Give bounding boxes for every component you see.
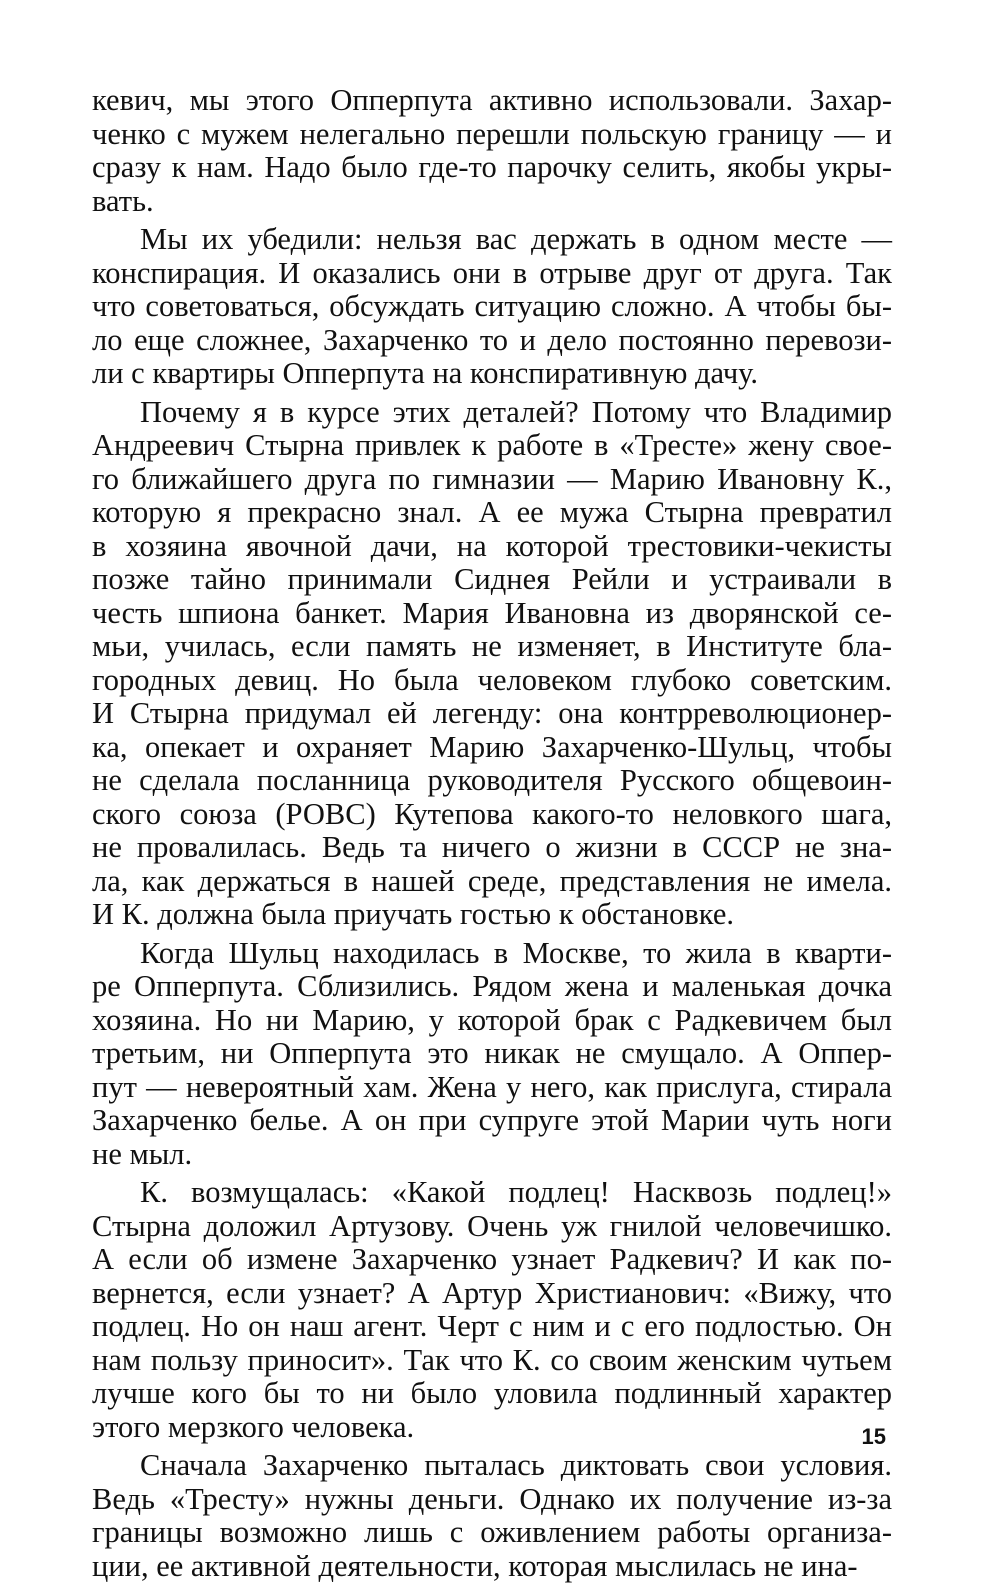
- text-line: Ведь «Тресту» нужны деньги. Однако их получение из-за: [92, 1481, 892, 1516]
- text-line: ли с квартиры Опперпута на конспиративную дачу.: [92, 356, 758, 390]
- text-line: конспирация. И оказались они в отрыве друг от друга. Так: [92, 255, 892, 290]
- text-line: границы возможно лишь с оживлением работы организа-: [92, 1515, 892, 1549]
- text-line: ла, как держаться в нашей среде, представления не имела.: [92, 863, 892, 898]
- text-line: Захарченко белье. А он при супруге этой Марии чуть ноги: [92, 1103, 892, 1137]
- text-line: нам пользу приносит». Так что К. со своим женским чутьем: [92, 1342, 892, 1377]
- text-line: Мы их убедили: нельзя вас держать в одном месте —: [140, 222, 892, 256]
- text-line: Стырна доложил Артузову. Очень уж гнилой человечишко.: [92, 1208, 892, 1243]
- text-line: К. возмущалась: «Какой подлец! Насквозь подлец!»: [140, 1175, 892, 1209]
- text-line: И Стырна придумал ей легенду: она контрреволюционер-: [92, 696, 892, 730]
- paragraph: [92, 1449, 892, 1583]
- text-line: лучше кого бы то ни было уловила подлинный характер: [92, 1376, 892, 1410]
- text-line: И К. должна была приучать гостью к обстановке.: [92, 897, 735, 931]
- text-line: вернется, если узнает? А Артур Христианович: «Вижу, что: [92, 1275, 892, 1310]
- page-number: 15: [861, 1424, 886, 1449]
- text-line: не мыл.: [92, 1136, 193, 1171]
- text-line: вать.: [92, 183, 154, 218]
- paragraph: [92, 937, 892, 1172]
- text-line: Почему я в курсе этих деталей? Потому что Владимир: [140, 394, 892, 429]
- text-line: подлец. Но он наш агент. Черт с ним и с его подлостью. Он: [92, 1309, 892, 1343]
- text-line: что советоваться, обсуждать ситуацию сложно. А чтобы бы-: [92, 289, 892, 323]
- text-line: честь шпиона банкет. Мария Ивановна из дворянской се-: [92, 595, 892, 630]
- text-line: не провалилась. Ведь та ничего о жизни в СССР не зна-: [92, 830, 892, 864]
- text-line: этого мерзкого человека.: [92, 1409, 415, 1444]
- text-line: Когда Шульц находилась в Москве, то жила в кварти-: [140, 935, 892, 970]
- text-line: го ближайшего друга по гимназии — Марию Ивановну К.,: [92, 461, 892, 496]
- paragraph: [92, 1176, 892, 1444]
- text-line: Андреевич Стырна привлек к работе в «Тресте» жену свое-: [92, 428, 892, 462]
- body-text: [92, 84, 892, 1588]
- text-line: ченко с мужем нелегально перешли польскую границу — и: [92, 116, 892, 151]
- paragraph: [92, 84, 892, 218]
- paragraph: [92, 223, 892, 391]
- text-line: в хозяина явочной дачи, на которой трестовики-чекисты: [92, 528, 892, 563]
- text-line: ции, ее активной деятельности, которая мыслилась не ина-: [92, 1548, 858, 1583]
- text-line: А если об измене Захарченко узнает Радкевич? И как по-: [92, 1242, 892, 1276]
- text-line: ского союза (РОВС) Кутепова какого-то неловкого шага,: [92, 796, 892, 831]
- text-line: сразу к нам. Надо было где-то парочку селить, якобы укры-: [92, 150, 892, 184]
- text-line: третьим, ни Опперпута это никак не смущало. А Оппер-: [92, 1036, 892, 1070]
- text-line: мьи, училась, если память не изменяет, в Институте бла-: [92, 629, 892, 663]
- text-line: Сначала Захарченко пыталась диктовать свои условия.: [140, 1448, 892, 1482]
- text-line: городных девиц. Но была человеком глубоко советским.: [92, 662, 892, 697]
- text-line: ло еще сложнее, Захарченко то и дело постоянно перевози-: [92, 322, 892, 357]
- text-line: позже тайно принимали Сиднея Рейли и устраивали в: [92, 562, 892, 596]
- paragraph: [92, 396, 892, 932]
- text-line: пут — невероятный хам. Жена у него, как прислуга, стирала: [92, 1069, 892, 1104]
- text-line: хозяина. Но ни Марию, у которой брак с Радкевичем был: [92, 1002, 892, 1037]
- text-line: которую я прекрасно знал. А ее мужа Стырна превратил: [92, 495, 892, 529]
- text-line: не сделала посланница руководителя Русского общевоин-: [92, 763, 892, 797]
- text-line: кевич, мы этого Опперпута активно использовали. Захар-: [92, 83, 892, 117]
- text-line: ка, опекает и охраняет Марию Захарченко-Шульц, чтобы: [92, 729, 892, 764]
- text-line: ре Опперпута. Сблизились. Рядом жена и маленькая дочка: [92, 969, 892, 1003]
